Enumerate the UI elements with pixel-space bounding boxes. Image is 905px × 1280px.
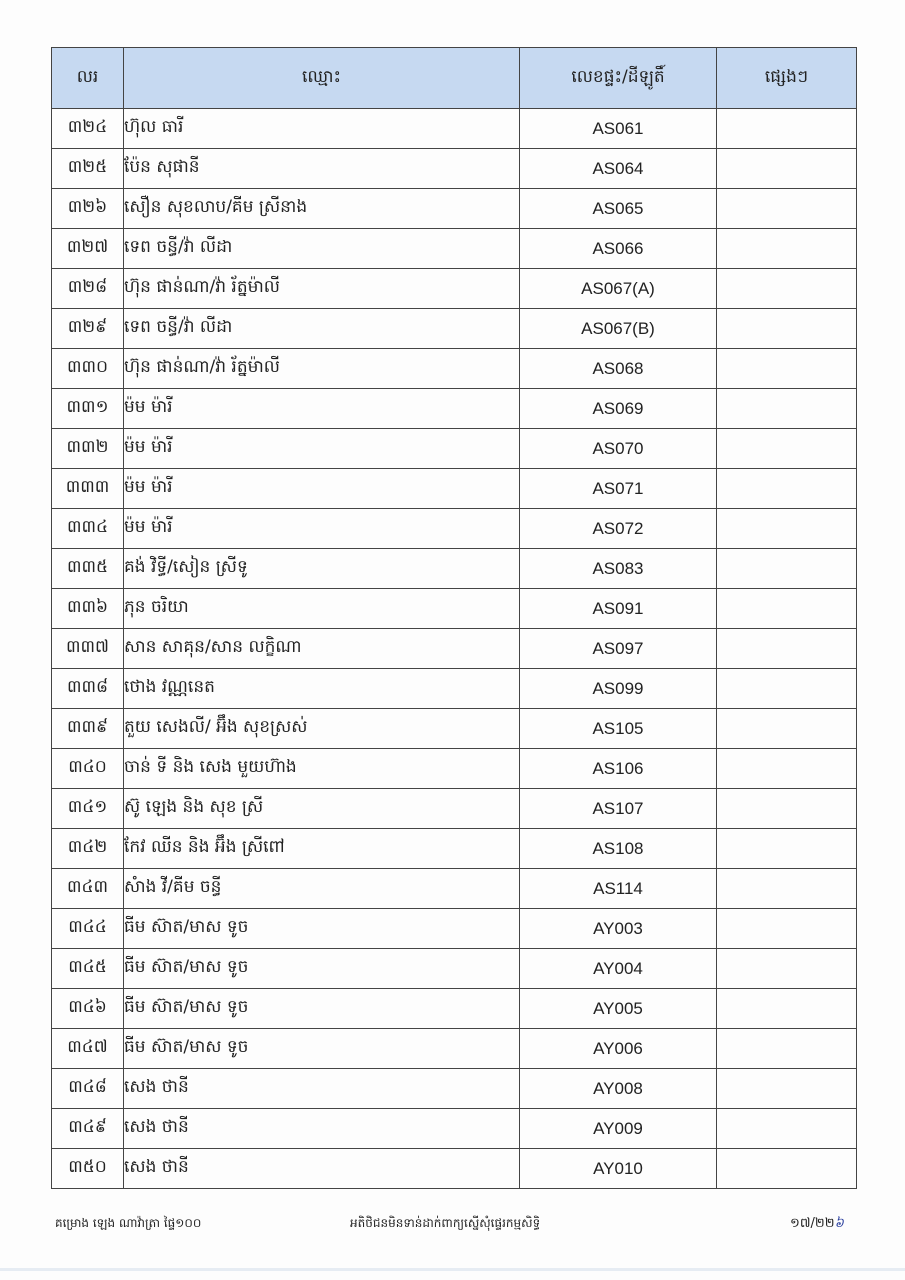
row-other bbox=[717, 989, 857, 1029]
row-number: ៣៤៥ bbox=[52, 949, 124, 989]
table-row bbox=[52, 589, 857, 629]
row-other bbox=[717, 869, 857, 909]
row-name: កែវ ឈីន និង អ៊ឹង ស្រីពៅ bbox=[124, 829, 520, 869]
row-lot-number: AY005 bbox=[520, 989, 717, 1029]
row-lot-number: AY006 bbox=[520, 1029, 717, 1069]
row-lot-number: AS064 bbox=[520, 149, 717, 189]
table-row bbox=[52, 349, 857, 389]
row-other bbox=[717, 189, 857, 229]
row-name: សេង ថានី bbox=[124, 1109, 520, 1149]
row-lot-number: AS067(A) bbox=[520, 269, 717, 309]
row-number: ៣៤៩ bbox=[52, 1109, 124, 1149]
table-row bbox=[52, 509, 857, 549]
table-row bbox=[52, 749, 857, 789]
row-lot-number: AS067(B) bbox=[520, 309, 717, 349]
row-name: ធីម ស៊ាត/មាស ទូច bbox=[124, 909, 520, 949]
row-name: ចាន់ ទី និង សេង មួយហ៊ាង bbox=[124, 749, 520, 789]
row-lot-number: AS105 bbox=[520, 709, 717, 749]
table-row bbox=[52, 149, 857, 189]
row-other bbox=[717, 1149, 857, 1189]
row-name: ម៉ម ម៉ារី bbox=[124, 469, 520, 509]
row-other bbox=[717, 669, 857, 709]
row-number: ៣៣៥ bbox=[52, 549, 124, 589]
row-lot-number: AS091 bbox=[520, 589, 717, 629]
table-row bbox=[52, 389, 857, 429]
row-other bbox=[717, 509, 857, 549]
row-number: ៣៣៨ bbox=[52, 669, 124, 709]
row-name: សាន សាគុន/សាន លក្ខិណា bbox=[124, 629, 520, 669]
row-other bbox=[717, 389, 857, 429]
row-name: សេង ថានី bbox=[124, 1069, 520, 1109]
row-other bbox=[717, 429, 857, 469]
row-other bbox=[717, 949, 857, 989]
table-row bbox=[52, 189, 857, 229]
row-other bbox=[717, 269, 857, 309]
table-row bbox=[52, 1149, 857, 1189]
row-number: ៣៤៨ bbox=[52, 1069, 124, 1109]
row-name: ហ៊ុន ផាន់ណា/វ៉ា រ័ត្នម៉ាលី bbox=[124, 349, 520, 389]
footer-page-number bbox=[790, 1215, 844, 1234]
row-name: គង់ វិទ្ធី/សៀន ស្រីទូ bbox=[124, 549, 520, 589]
row-other bbox=[717, 709, 857, 749]
row-lot-number: AS083 bbox=[520, 549, 717, 589]
row-name: ប៉ែន សុផានី bbox=[124, 149, 520, 189]
row-other bbox=[717, 749, 857, 789]
row-lot-number: AS108 bbox=[520, 829, 717, 869]
row-lot-number: AS107 bbox=[520, 789, 717, 829]
row-number: ៣៤៣ bbox=[52, 869, 124, 909]
row-lot-number: AY004 bbox=[520, 949, 717, 989]
table-row bbox=[52, 429, 857, 469]
row-name: សំាង វី/គីម ចន្ធី bbox=[124, 869, 520, 909]
row-lot-number: AS061 bbox=[520, 109, 717, 149]
row-name: ទេព ចន្ធី/វ៉ា លីដា bbox=[124, 309, 520, 349]
table-header-row bbox=[52, 48, 857, 109]
page-bottom-rule bbox=[0, 1268, 905, 1271]
row-lot-number: AS106 bbox=[520, 749, 717, 789]
row-other bbox=[717, 469, 857, 509]
page-number-text: ១៧/២២ bbox=[790, 1216, 835, 1231]
row-name: សឿន សុខលាប/គីម ស្រីនាង bbox=[124, 189, 520, 229]
row-lot-number: AS071 bbox=[520, 469, 717, 509]
row-other bbox=[717, 1029, 857, 1069]
row-name: ធីម ស៊ាត/មាស ទូច bbox=[124, 1029, 520, 1069]
row-lot-number: AS072 bbox=[520, 509, 717, 549]
table-row bbox=[52, 549, 857, 589]
row-name: ហ៊ុល ធារី bbox=[124, 109, 520, 149]
table-row bbox=[52, 829, 857, 869]
row-number: ៣២៩ bbox=[52, 309, 124, 349]
table-row bbox=[52, 1029, 857, 1069]
row-other bbox=[717, 109, 857, 149]
header-number: លរ bbox=[52, 48, 124, 109]
table-row bbox=[52, 1109, 857, 1149]
row-name: តួយ សេងលី/ អ៊ឹង សុខស្រស់ bbox=[124, 709, 520, 749]
header-other: ផ្សេងៗ bbox=[717, 48, 857, 109]
row-name: ថោង វណ្ណនេត bbox=[124, 669, 520, 709]
client-table bbox=[51, 47, 857, 1189]
row-other bbox=[717, 909, 857, 949]
row-number: ៣៤១ bbox=[52, 789, 124, 829]
row-lot-number: AS114 bbox=[520, 869, 717, 909]
row-number: ៣២៦ bbox=[52, 189, 124, 229]
table-row bbox=[52, 109, 857, 149]
row-name: ហ៊ុន ផាន់ណា/វ៉ា រ័ត្នម៉ាលី bbox=[124, 269, 520, 309]
row-name: ស៊ូ ឡេង និង សុខ ស្រី bbox=[124, 789, 520, 829]
row-lot-number: AS069 bbox=[520, 389, 717, 429]
table-row bbox=[52, 709, 857, 749]
row-name: ទេព ចន្ធី/វ៉ា លីដា bbox=[124, 229, 520, 269]
row-name: ម៉ម ម៉ារី bbox=[124, 389, 520, 429]
header-lot-number: លេខផ្ទះ/ដីឡូតិ៍ bbox=[520, 48, 717, 109]
row-name: ម៉ម ម៉ារី bbox=[124, 429, 520, 469]
row-other bbox=[717, 1109, 857, 1149]
table-row bbox=[52, 989, 857, 1029]
table-row bbox=[52, 309, 857, 349]
row-name: ម៉ម ម៉ារី bbox=[124, 509, 520, 549]
table-row bbox=[52, 1069, 857, 1109]
row-other bbox=[717, 349, 857, 389]
row-lot-number: AS068 bbox=[520, 349, 717, 389]
table-row bbox=[52, 949, 857, 989]
row-lot-number: AS099 bbox=[520, 669, 717, 709]
row-number: ៣៣១ bbox=[52, 389, 124, 429]
row-other bbox=[717, 789, 857, 829]
row-lot-number: AY003 bbox=[520, 909, 717, 949]
row-other bbox=[717, 829, 857, 869]
header-name: ឈ្មោះ bbox=[124, 48, 520, 109]
row-number: ៣២៧ bbox=[52, 229, 124, 269]
row-number: ៣៣៣ bbox=[52, 469, 124, 509]
row-number: ៣៤៦ bbox=[52, 989, 124, 1029]
row-lot-number: AY009 bbox=[520, 1109, 717, 1149]
row-number: ៣៤៤ bbox=[52, 909, 124, 949]
row-number: ៣៣៧ bbox=[52, 629, 124, 669]
row-number: ៣៣២ bbox=[52, 429, 124, 469]
table-row bbox=[52, 909, 857, 949]
row-lot-number: AS066 bbox=[520, 229, 717, 269]
row-number: ៣៣៩ bbox=[52, 709, 124, 749]
row-number: ៣៤៧ bbox=[52, 1029, 124, 1069]
row-other bbox=[717, 629, 857, 669]
table-row bbox=[52, 789, 857, 829]
page-handwritten-mark: ៦ bbox=[834, 1216, 844, 1231]
row-name: ធីម ស៊ាត/មាស ទូច bbox=[124, 989, 520, 1029]
footer-title: អតិថិជនមិនទាន់ដាក់ពាក្យស្នើសុំផ្ទេរកម្មសិទ្ធិ bbox=[350, 1216, 541, 1230]
row-number: ៣៤២ bbox=[52, 829, 124, 869]
row-number: ៣៣៦ bbox=[52, 589, 124, 629]
row-number: ៣៥០ bbox=[52, 1149, 124, 1189]
row-other bbox=[717, 1069, 857, 1109]
footer-project: គម្រោង ឡេង ណាវ៉ាត្រា ផ្ទៃ១០០ bbox=[55, 1216, 202, 1230]
row-name: សេង ថានី bbox=[124, 1149, 520, 1189]
table-row bbox=[52, 869, 857, 909]
row-number: ៣២៨ bbox=[52, 269, 124, 309]
row-other bbox=[717, 589, 857, 629]
row-name: ភុន ចរិយា bbox=[124, 589, 520, 629]
table-row bbox=[52, 669, 857, 709]
row-lot-number: AS065 bbox=[520, 189, 717, 229]
row-other bbox=[717, 149, 857, 189]
row-number: ៣៣៤ bbox=[52, 509, 124, 549]
row-other bbox=[717, 309, 857, 349]
table-row bbox=[52, 269, 857, 309]
table-row bbox=[52, 229, 857, 269]
row-number: ៣៤០ bbox=[52, 749, 124, 789]
row-number: ៣៣០ bbox=[52, 349, 124, 389]
row-name: ធីម ស៊ាត/មាស ទូច bbox=[124, 949, 520, 989]
row-lot-number: AY008 bbox=[520, 1069, 717, 1109]
table-row bbox=[52, 469, 857, 509]
row-lot-number: AS097 bbox=[520, 629, 717, 669]
row-lot-number: AY010 bbox=[520, 1149, 717, 1189]
row-number: ៣២៤ bbox=[52, 109, 124, 149]
table-body bbox=[52, 109, 857, 1189]
row-lot-number: AS070 bbox=[520, 429, 717, 469]
row-other bbox=[717, 549, 857, 589]
row-number: ៣២៥ bbox=[52, 149, 124, 189]
row-other bbox=[717, 229, 857, 269]
table-row bbox=[52, 629, 857, 669]
